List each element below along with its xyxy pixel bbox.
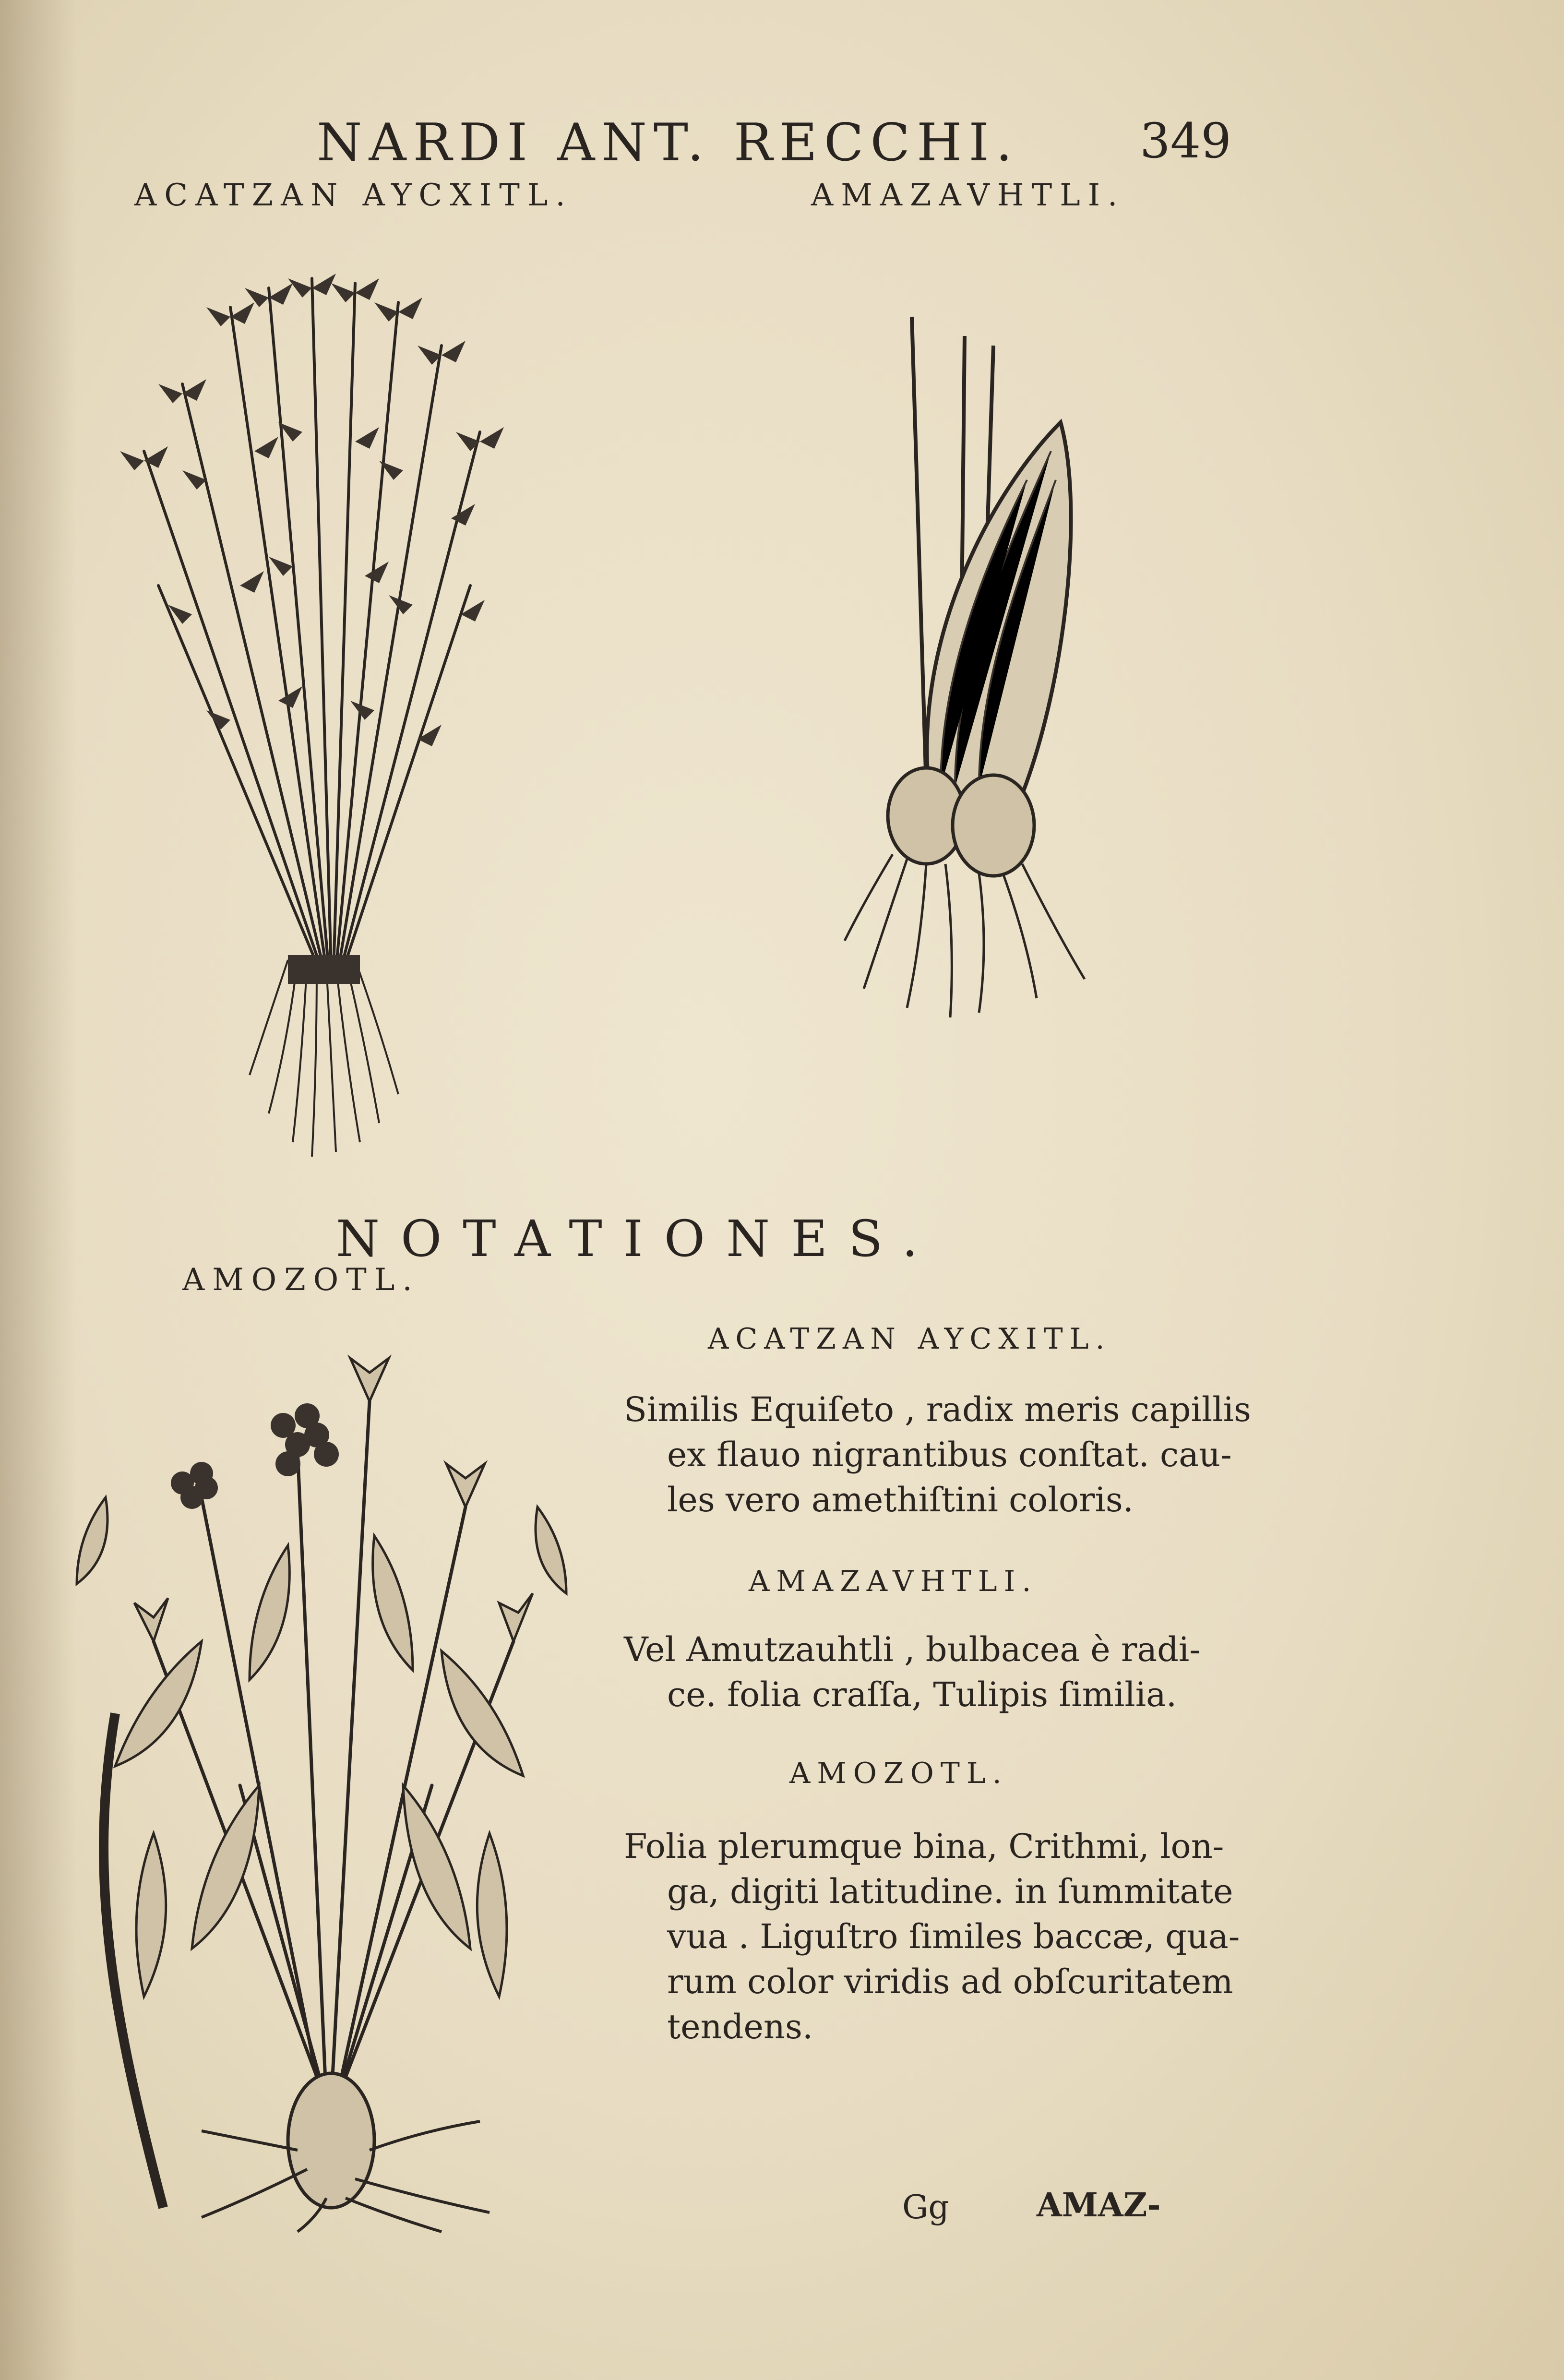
page-number: 349	[1140, 113, 1231, 169]
figure-caption-acatzan: ACATZAN AYCXITL.	[134, 178, 573, 213]
amazauhtli-woodcut-illustration	[835, 307, 1133, 1037]
section-text-amozotl	[624, 1824, 1240, 2049]
running-head: NARDI ANT. RECCHI.	[317, 113, 1019, 173]
text-line: Similis Equiſeto , radix meris capillis	[624, 1390, 1251, 1429]
text-line: tendens.	[667, 2007, 813, 2046]
text-line: ce. folia craſſa, Tulipis ſimilia.	[667, 1675, 1177, 1714]
text-line: rum color viridis ad obſcuritatem	[667, 1962, 1233, 2001]
text-line: ex flauo nigrantibus conſtat. cau-	[667, 1435, 1232, 1474]
section-text-amazauhtli	[624, 1627, 1201, 1717]
text-line: Vel Amutzauhtli , bulbacea è radi-	[624, 1630, 1201, 1669]
signature-mark: Gg	[902, 2189, 949, 2226]
section-heading-amazauhtli: AMAZAVHTLI.	[749, 1565, 1038, 1598]
figure-caption-amozotl: AMOZOTL.	[182, 1262, 420, 1298]
section-heading-acatzan: ACATZAN AYCXITL.	[708, 1322, 1111, 1356]
section-heading-amozotl: AMOZOTL.	[789, 1757, 1008, 1790]
text-line: ga, digiti latitudine. in ſummitate	[667, 1872, 1233, 1911]
section-text-acatzan	[624, 1387, 1251, 1522]
catchword: AMAZ-	[1037, 2186, 1161, 2225]
notationes-heading: NOTATIONES.	[336, 1209, 939, 1268]
text-line: les vero amethiſtini coloris.	[667, 1480, 1134, 1519]
acatzan-woodcut-illustration	[86, 250, 566, 1171]
amozotl-woodcut-illustration	[58, 1305, 595, 2236]
text-line: Folia plerumque bina, Crithmi, lon-	[624, 1827, 1224, 1866]
text-line: vua . Liguſtro ſimiles baccæ, qua-	[667, 1917, 1240, 1956]
figure-caption-amazauhtli: AMAZAVHTLI.	[811, 178, 1125, 213]
